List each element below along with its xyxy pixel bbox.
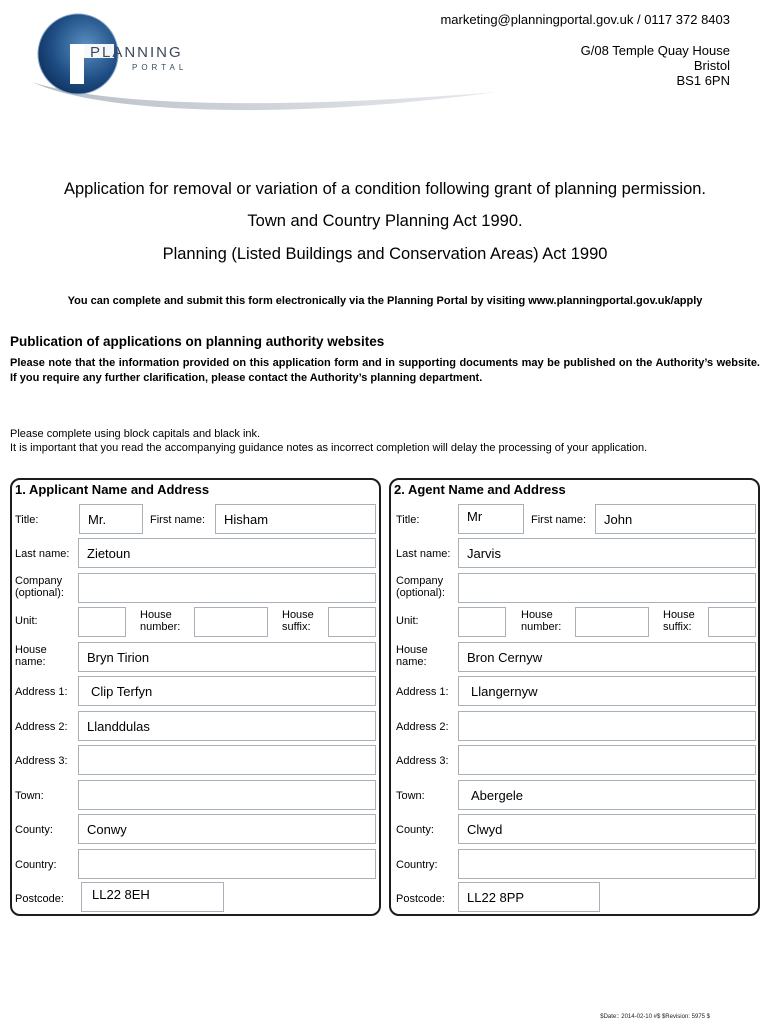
house-number-label-line-1: House — [140, 609, 172, 621]
house-name-label-line-2: name: — [15, 656, 46, 668]
agent-title-field[interactable]: Mr — [458, 504, 524, 534]
house-name-label-line-1: House — [396, 644, 428, 656]
applicant-unit-field[interactable] — [78, 607, 126, 637]
instruction-line-2: It is important that you read the accompanying guidance notes as incorrect completion will delay the processing of your application. — [10, 442, 648, 454]
house-number-label — [521, 609, 561, 633]
house-suffix-label-line-2: suffix: — [663, 621, 692, 633]
address-line-1: G/08 Temple Quay House — [580, 43, 730, 58]
company-label-line-2: (optional): — [15, 587, 64, 599]
house-name-label-line-1: House — [15, 644, 47, 656]
house-suffix-label — [282, 609, 314, 633]
agent-house-name-field[interactable]: Bron Cernyw — [458, 642, 756, 672]
house-suffix-label-line-2: suffix: — [282, 621, 311, 633]
house-name-label-line-2: name: — [396, 656, 427, 668]
house-name-label — [15, 644, 47, 668]
applicant-house-suffix-field[interactable] — [328, 607, 376, 637]
address2-label: Address 2: — [396, 721, 449, 733]
company-label — [396, 575, 445, 599]
agent-address3-field[interactable] — [458, 745, 756, 775]
applicant-panel — [10, 478, 381, 916]
agent-last-name-field[interactable]: Jarvis — [458, 538, 756, 568]
title-label: Title: — [396, 514, 420, 526]
house-number-label-line-2: number: — [140, 621, 181, 633]
applicant-postcode-field[interactable]: LL22 8EH — [81, 882, 224, 912]
company-label-line-2: (optional): — [396, 587, 445, 599]
planning-portal-logo — [26, 10, 496, 120]
town-label: Town: — [15, 790, 44, 802]
company-label — [15, 575, 64, 599]
applicant-address3-field[interactable] — [78, 745, 376, 775]
house-suffix-label-line-1: House — [282, 609, 314, 621]
address3-label: Address 3: — [396, 755, 449, 767]
form-subtitle-act-1990: Town and Country Planning Act 1990. — [247, 212, 523, 230]
company-label-line-1: Company — [396, 575, 444, 587]
postcode-label: Postcode: — [396, 893, 445, 905]
agent-panel — [389, 478, 760, 916]
applicant-house-number-field[interactable] — [194, 607, 268, 637]
instructions — [10, 427, 760, 455]
unit-label: Unit: — [396, 615, 419, 627]
county-label: County: — [396, 824, 434, 836]
form-title: Application for removal or variation of a condition following grant of planning permission. — [63, 180, 707, 198]
house-number-label-line-1: House — [521, 609, 553, 621]
applicant-heading: 1. Applicant Name and Address — [15, 482, 210, 497]
title-label: Title: — [15, 514, 39, 526]
applicant-house-name-field[interactable]: Bryn Tirion — [78, 642, 376, 672]
last-name-label: Last name: — [396, 548, 451, 560]
address3-label: Address 3: — [15, 755, 68, 767]
address2-label: Address 2: — [15, 721, 68, 733]
county-label: County: — [15, 824, 53, 836]
contact-block — [440, 12, 730, 88]
house-name-label — [396, 644, 428, 668]
form-subtitle-listed-buildings: Planning (Listed Buildings and Conservation Areas) Act 1990 — [162, 245, 608, 263]
postcode-label: Postcode: — [15, 893, 64, 905]
company-label-line-1: Company — [15, 575, 63, 587]
applicant-first-name-field[interactable]: Hisham — [215, 504, 376, 534]
house-suffix-label — [663, 609, 695, 633]
agent-town-field[interactable]: Abergele — [458, 780, 756, 810]
agent-house-suffix-field[interactable] — [708, 607, 756, 637]
agent-address2-field[interactable] — [458, 711, 756, 741]
last-name-label: Last name: — [15, 548, 70, 560]
applicant-county-field[interactable]: Conwy — [78, 814, 376, 844]
address1-label: Address 1: — [15, 686, 68, 698]
first-name-label: First name: — [150, 514, 206, 526]
applicant-title-field[interactable]: Mr. — [79, 504, 143, 534]
agent-unit-field[interactable] — [458, 607, 506, 637]
logo-text-planning: PLANNING — [90, 44, 183, 61]
house-number-label-line-2: number: — [521, 621, 562, 633]
applicant-address1-field[interactable]: Clip Terfyn — [78, 676, 376, 706]
applicant-town-field[interactable] — [78, 780, 376, 810]
first-name-label: First name: — [531, 514, 587, 526]
agent-address1-field[interactable]: Llangernyw — [458, 676, 756, 706]
town-label: Town: — [396, 790, 425, 802]
house-number-label — [140, 609, 180, 633]
address1-label: Address 1: — [396, 686, 449, 698]
applicant-country-field[interactable] — [78, 849, 376, 879]
address-line-2: Bristol — [693, 58, 730, 73]
unit-label: Unit: — [15, 615, 38, 627]
applicant-company-field[interactable] — [78, 573, 376, 603]
address-line-3: BS1 6PN — [676, 73, 730, 88]
house-suffix-label-line-1: House — [663, 609, 695, 621]
agent-county-field[interactable]: Clwyd — [458, 814, 756, 844]
publication-heading: Publication of applications on planning authority websites — [10, 334, 385, 349]
contact-email-phone: marketing@planningportal.gov.uk / 0117 372 8403 — [440, 12, 730, 27]
agent-heading: 2. Agent Name and Address — [394, 482, 566, 497]
agent-first-name-field[interactable]: John — [595, 504, 756, 534]
revision-footer: $Date:: 2014-02-10 #$ $Revision: 5975 $ — [600, 1014, 710, 1020]
applicant-last-name-field[interactable]: Zietoun — [78, 538, 376, 568]
agent-house-number-field[interactable] — [575, 607, 649, 637]
instruction-line-1: Please complete using block capitals and black ink. — [10, 428, 261, 440]
agent-postcode-field[interactable]: LL22 8PP — [458, 882, 600, 912]
logo-text-portal: PORTAL — [132, 63, 188, 72]
publication-text: Please note that the information provided on this application form and in supporting documents may be published on the Authority’s website. If you require any further clarification, please contact the Authority’s planning department. — [10, 357, 760, 384]
applicant-address2-field[interactable]: Llanddulas — [78, 711, 376, 741]
agent-company-field[interactable] — [458, 573, 756, 603]
country-label: Country: — [396, 859, 438, 871]
country-label: Country: — [15, 859, 57, 871]
apply-online-note: You can complete and submit this form electronically via the Planning Portal by visiting www.planningportal.gov.uk/apply — [67, 295, 703, 307]
agent-country-field[interactable] — [458, 849, 756, 879]
